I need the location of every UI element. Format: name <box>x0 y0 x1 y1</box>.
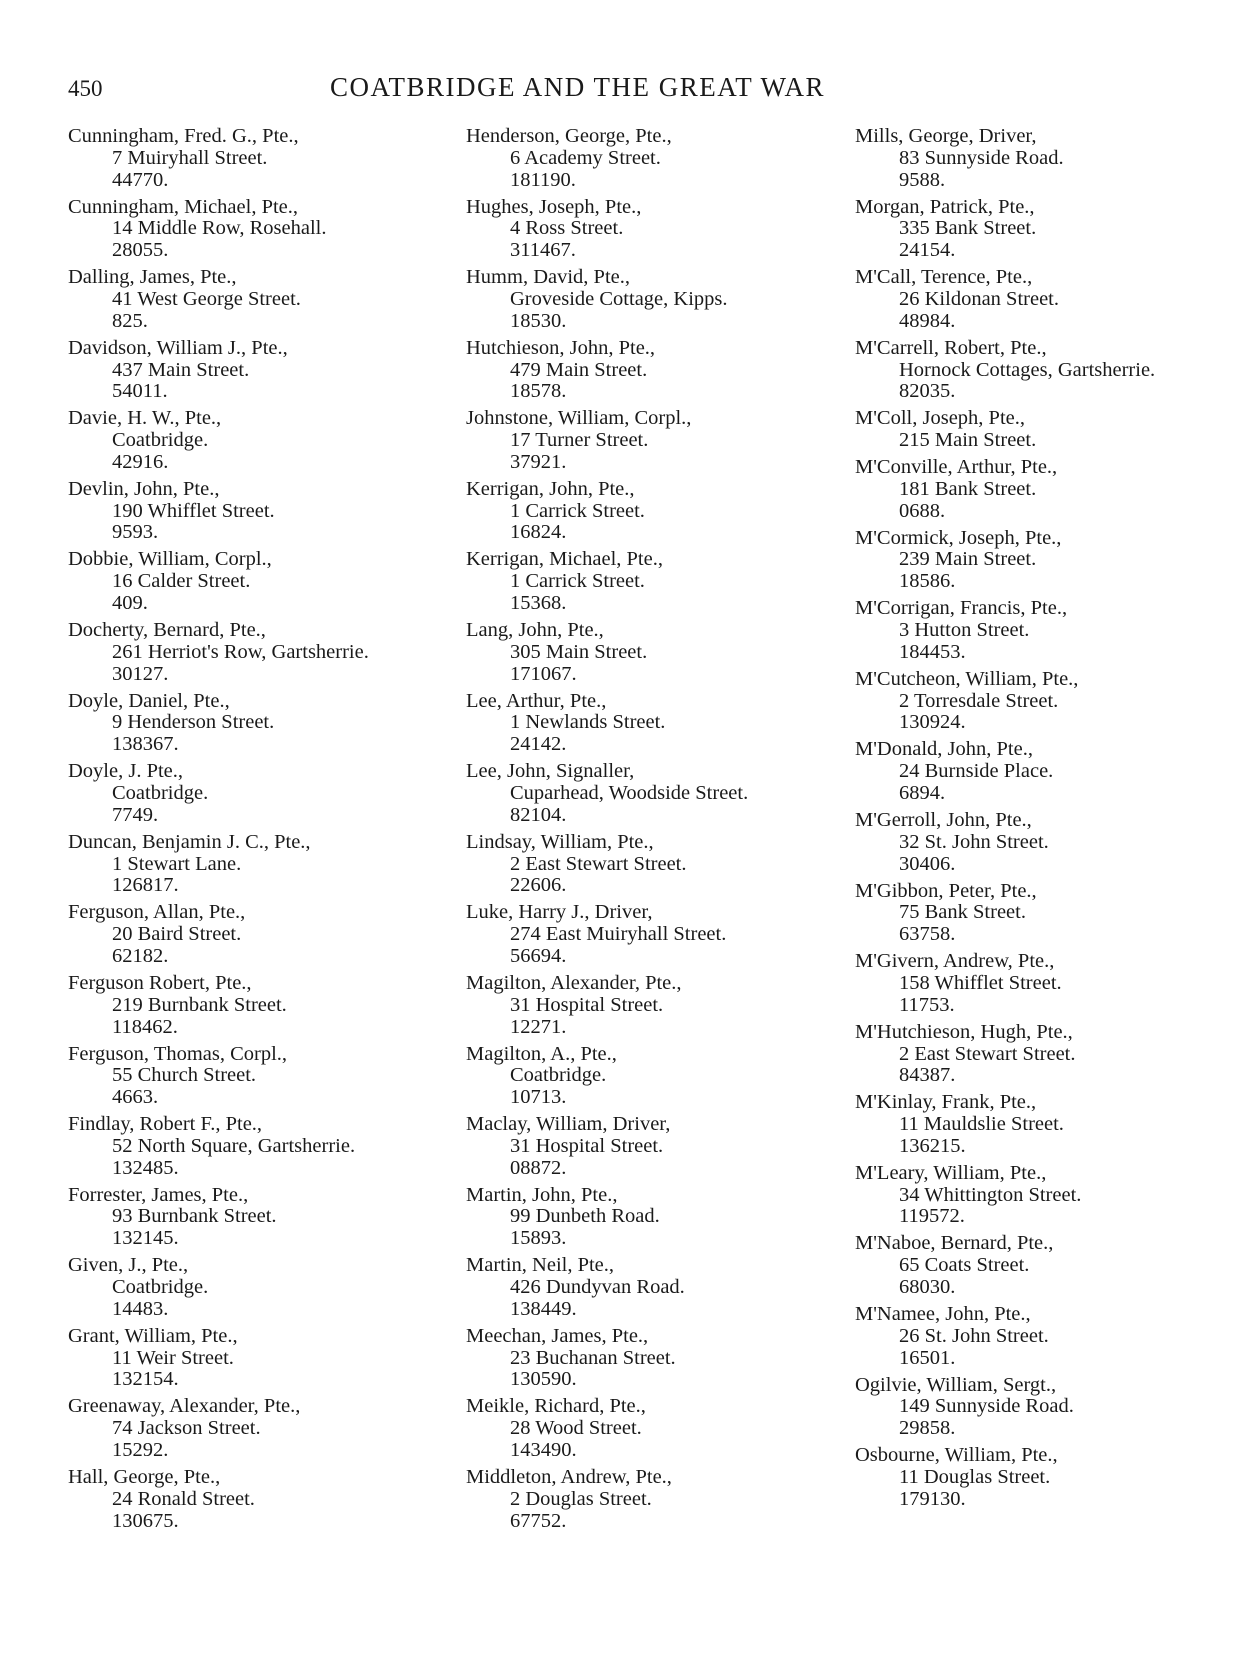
entry-address: 3 Hutton Street. <box>899 619 1030 642</box>
entry-name: Henderson, George, Pte., <box>466 125 672 147</box>
roll-column-3 <box>855 126 1240 1516</box>
roll-entry <box>68 1185 468 1250</box>
entry-number: 11753. <box>899 993 955 1016</box>
entry-number: 181190. <box>510 168 576 191</box>
entry-address: 31 Hospital Street. <box>510 993 664 1016</box>
entry-name: Hall, George, Pte., <box>68 1465 221 1488</box>
entry-name: Doyle, J. Pte., <box>68 760 184 783</box>
entry-number: 22606. <box>510 874 567 897</box>
entry-address: 2 East Stewart Street. <box>510 852 687 875</box>
entry-name: Hutchieson, John, Pte., <box>466 336 656 359</box>
entry-number: 24154. <box>899 239 956 262</box>
entry-name: Meikle, Richard, Pte., <box>466 1395 646 1418</box>
entry-address: 34 Whittington Street. <box>899 1183 1082 1206</box>
roll-entry <box>68 1114 468 1179</box>
entry-name: Ferguson, Allan, Pte., <box>68 901 246 924</box>
entry-address: Cuparhead, Woodside Street. <box>510 782 749 804</box>
entry-name: Lee, Arthur, Pte., <box>466 689 607 712</box>
roll-entry <box>466 620 866 685</box>
entry-number: 10713. <box>510 1086 567 1109</box>
entry-number: 84387. <box>899 1064 956 1087</box>
entry-number: 18586. <box>899 570 956 593</box>
roll-entry <box>466 761 866 826</box>
entry-name: Forrester, James, Pte., <box>68 1183 249 1206</box>
entry-address: 23 Buchanan Street. <box>510 1346 676 1369</box>
entry-number: 28055. <box>112 239 169 262</box>
entry-address: 16 Calder Street. <box>112 570 251 593</box>
roll-entry <box>855 338 1240 403</box>
entry-number: 30127. <box>112 662 169 685</box>
entry-number: 171067. <box>510 662 577 685</box>
entry-name: Morgan, Patrick, Pte., <box>855 195 1035 218</box>
entry-address: 2 Torresdale Street. <box>899 689 1059 712</box>
entry-number: 136215. <box>899 1134 966 1157</box>
entry-number: 118462. <box>112 1015 178 1038</box>
entry-name: Lang, John, Pte., <box>466 619 604 642</box>
entry-address: 11 Mauldslie Street. <box>899 1113 1064 1136</box>
entry-number: 62182. <box>112 944 169 967</box>
entry-address: 1 Carrick Street. <box>510 570 645 593</box>
roll-entry <box>855 197 1240 262</box>
roll-entry <box>68 1044 468 1109</box>
roll-entry <box>466 126 866 191</box>
roll-entry <box>466 973 866 1038</box>
entry-name: M'Gibbon, Peter, Pte., <box>855 879 1037 902</box>
entry-name: Middleton, Andrew, Pte., <box>466 1465 672 1488</box>
entry-address: Hornock Cottages, Gartsherrie. <box>899 358 1156 381</box>
entry-name: M'Corrigan, Francis, Pte., <box>855 597 1068 620</box>
roll-entry <box>855 598 1240 663</box>
roll-entry <box>68 761 468 826</box>
roll-entry <box>855 1163 1240 1228</box>
roll-entry <box>466 267 866 332</box>
entry-name: Hughes, Joseph, Pte., <box>466 195 642 218</box>
entry-name: Greenaway, Alexander, Pte., <box>68 1395 301 1418</box>
entry-address: 219 Burnbank Street. <box>112 993 287 1016</box>
entry-address: 24 Ronald Street. <box>112 1487 255 1510</box>
entry-address: Coatbridge. <box>112 1276 209 1299</box>
entry-number: 42916. <box>112 450 169 473</box>
entry-address: 239 Main Street. <box>899 548 1037 571</box>
roll-entry <box>68 832 468 897</box>
roll-column-2 <box>466 126 866 1538</box>
roll-entry <box>855 1375 1240 1440</box>
roll-entry <box>466 1467 866 1532</box>
entry-name: Ogilvie, William, Sergt., <box>855 1373 1057 1396</box>
roll-entry <box>466 1396 866 1461</box>
entry-address: 31 Hospital Street. <box>510 1134 664 1157</box>
roll-entry <box>855 810 1240 875</box>
roll-entry <box>855 1304 1240 1369</box>
roll-entry <box>68 408 468 473</box>
entry-name: M'Carrell, Robert, Pte., <box>855 336 1047 359</box>
entry-address: 74 Jackson Street. <box>112 1417 261 1440</box>
entry-number: 130675. <box>112 1509 179 1532</box>
entry-name: Devlin, John, Pte., <box>68 477 220 500</box>
entry-name: Martin, John, Pte., <box>466 1183 618 1206</box>
entry-name: M'Kinlay, Frank, Pte., <box>855 1091 1037 1114</box>
entry-address: 99 Dunbeth Road. <box>510 1205 660 1228</box>
roll-entry <box>68 691 468 756</box>
entry-number: 18578. <box>510 380 567 403</box>
entry-address: 190 Whifflet Street. <box>112 499 275 522</box>
roll-entry <box>855 457 1240 522</box>
page-title: COATBRIDGE AND THE GREAT WAR <box>330 72 826 102</box>
entry-address: 2 Douglas Street. <box>510 1487 652 1510</box>
entry-name: Magilton, A., Pte., <box>466 1042 617 1065</box>
entry-address: 274 East Muiryhall Street. <box>510 923 727 946</box>
entry-name: Given, J., Pte., <box>68 1254 189 1277</box>
entry-address: 52 North Square, Gartsherrie. <box>112 1134 356 1157</box>
entry-name: M'Coll, Joseph, Pte., <box>855 407 1025 430</box>
roll-entry <box>68 126 468 191</box>
entry-address: Coatbridge. <box>112 429 209 452</box>
entry-address: 7 Muiryhall Street. <box>112 146 268 169</box>
entry-address: 32 St. John Street. <box>899 830 1049 853</box>
entry-address: 181 Bank Street. <box>899 477 1037 500</box>
entry-name: Kerrigan, Michael, Pte., <box>466 548 663 571</box>
entry-name: M'Cutcheon, William, Pte., <box>855 667 1079 690</box>
entry-name: Ferguson, Thomas, Corpl., <box>68 1042 288 1065</box>
entry-number: 130924. <box>899 711 966 734</box>
entry-number: 0688. <box>899 499 946 522</box>
entry-number: 15292. <box>112 1439 169 1461</box>
roll-entry <box>466 691 866 756</box>
entry-number: 6894. <box>899 782 946 804</box>
roll-entry <box>68 1467 468 1532</box>
entry-number: 132154. <box>112 1368 179 1391</box>
entry-number: 7749. <box>112 803 159 826</box>
entry-name: Magilton, Alexander, Pte., <box>466 971 682 994</box>
roll-entry <box>466 479 866 544</box>
entry-address: 14 Middle Row, Rosehall. <box>112 217 327 240</box>
entry-address: 26 St. John Street. <box>899 1324 1049 1347</box>
entry-address: 158 Whifflet Street. <box>899 971 1062 994</box>
roll-entry <box>466 1044 866 1109</box>
roll-entry <box>855 528 1240 593</box>
roll-entry <box>466 197 866 262</box>
entry-name: Grant, William, Pte., <box>68 1324 238 1347</box>
entry-name: Meechan, James, Pte., <box>466 1324 649 1347</box>
entry-number: 138449. <box>510 1297 577 1320</box>
entry-name: M'Givern, Andrew, Pte., <box>855 950 1055 973</box>
entry-name: Mills, George, Driver, <box>855 125 1037 147</box>
entry-address: 2 East Stewart Street. <box>899 1042 1076 1065</box>
page-number: 450 <box>68 76 103 101</box>
entry-name: Lindsay, William, Pte., <box>466 830 654 853</box>
entry-number: 119572. <box>899 1205 965 1228</box>
entry-address: 11 Weir Street. <box>112 1346 234 1369</box>
entry-address: 1 Carrick Street. <box>510 499 645 522</box>
roll-entry <box>466 1114 866 1179</box>
entry-address: 261 Herriot's Row, Gartsherrie. <box>112 640 369 663</box>
roll-entry <box>855 1092 1240 1157</box>
entry-name: Findlay, Robert F., Pte., <box>68 1113 263 1136</box>
entry-name: Cunningham, Fred. G., Pte., <box>68 125 299 147</box>
entry-name: Luke, Harry J., Driver, <box>466 901 653 924</box>
entry-number: 68030. <box>899 1276 956 1299</box>
roll-entry <box>466 408 866 473</box>
roll-entry <box>855 1445 1240 1510</box>
entry-number: 82035. <box>899 380 956 403</box>
entry-address: 28 Wood Street. <box>510 1417 642 1440</box>
roll-entry <box>68 197 468 262</box>
entry-number: 409. <box>112 592 148 615</box>
roll-entry <box>68 1396 468 1461</box>
roll-entry <box>466 832 866 897</box>
entry-number: 54011. <box>112 380 168 403</box>
roll-entry <box>68 267 468 332</box>
entry-address: Coatbridge. <box>112 782 209 804</box>
entry-number: 126817. <box>112 874 179 897</box>
roll-entry <box>855 739 1240 804</box>
roll-entry <box>466 1255 866 1320</box>
entry-number: 12271. <box>510 1015 567 1038</box>
entry-name: Kerrigan, John, Pte., <box>466 477 635 500</box>
entry-number: 82104. <box>510 803 567 826</box>
roll-entry <box>855 1233 1240 1298</box>
entry-name: M'Hutchieson, Hugh, Pte., <box>855 1020 1073 1043</box>
roll-entry <box>68 1255 468 1320</box>
entry-name: Davie, H. W., Pte., <box>68 407 222 430</box>
entry-number: 9588. <box>899 168 946 191</box>
roll-column-1 <box>68 126 468 1538</box>
roll-entry <box>68 620 468 685</box>
entry-number: 14483. <box>112 1297 169 1320</box>
entry-number: 56694. <box>510 944 567 967</box>
entry-number: 67752. <box>510 1509 567 1532</box>
roll-entry <box>68 549 468 614</box>
entry-name: Johnstone, William, Corpl., <box>466 407 692 430</box>
entry-number: 37921. <box>510 450 567 473</box>
entry-address: 149 Sunnyside Road. <box>899 1395 1074 1418</box>
entry-number: 29858. <box>899 1417 956 1440</box>
entry-address: 9 Henderson Street. <box>112 711 275 734</box>
entry-address: 24 Burnside Place. <box>899 760 1054 783</box>
entry-number: 16824. <box>510 521 567 544</box>
entry-number: 132145. <box>112 1227 179 1250</box>
entry-number: 24142. <box>510 733 567 756</box>
entry-address: 479 Main Street. <box>510 358 648 381</box>
entry-name: M'Call, Terence, Pte., <box>855 266 1033 289</box>
roll-entry <box>68 973 468 1038</box>
entry-address: 437 Main Street. <box>112 358 250 381</box>
entry-address: 335 Bank Street. <box>899 217 1037 240</box>
entry-number: 179130. <box>899 1487 966 1510</box>
roll-entry <box>855 951 1240 1016</box>
entry-name: Osbourne, William, Pte., <box>855 1444 1058 1467</box>
roll-entry <box>855 881 1240 946</box>
entry-name: M'Naboe, Bernard, Pte., <box>855 1232 1054 1255</box>
entry-address: 11 Douglas Street. <box>899 1465 1051 1488</box>
entry-name: Maclay, William, Driver, <box>466 1113 671 1136</box>
entry-number: 138367. <box>112 733 179 756</box>
entry-address: 41 West George Street. <box>112 287 301 310</box>
entry-name: Docherty, Bernard, Pte., <box>68 619 266 642</box>
entry-name: Duncan, Benjamin J. C., Pte., <box>68 830 311 853</box>
entry-number: 18530. <box>510 309 567 332</box>
entry-name: M'Leary, William, Pte., <box>855 1161 1047 1184</box>
entry-address: 305 Main Street. <box>510 640 648 663</box>
entry-address: 65 Coats Street. <box>899 1254 1030 1277</box>
entry-name: Dobbie, William, Corpl., <box>68 548 272 571</box>
entry-number: 4663. <box>112 1086 159 1109</box>
roll-entry <box>855 669 1240 734</box>
entry-address: 6 Academy Street. <box>510 146 661 169</box>
entry-number: 08872. <box>510 1156 567 1179</box>
entry-number: 143490. <box>510 1439 577 1461</box>
entry-name: Cunningham, Michael, Pte., <box>68 195 299 218</box>
entry-address: Groveside Cottage, Kipps. <box>510 287 728 310</box>
roll-entry <box>68 1326 468 1391</box>
entry-name: Humm, David, Pte., <box>466 266 630 289</box>
entry-address: 93 Burnbank Street. <box>112 1205 277 1228</box>
roll-entry <box>68 338 468 403</box>
entry-number: 311467. <box>510 239 576 262</box>
entry-name: M'Cormick, Joseph, Pte., <box>855 526 1062 549</box>
roll-entry <box>855 1022 1240 1087</box>
entry-address: 1 Stewart Lane. <box>112 852 242 875</box>
entry-number: 9593. <box>112 521 159 544</box>
roll-entry <box>466 1326 866 1391</box>
roll-entry <box>855 126 1240 191</box>
roll-entry <box>68 479 468 544</box>
entry-address: 75 Bank Street. <box>899 901 1026 924</box>
roll-entry <box>855 267 1240 332</box>
entry-name: Dalling, James, Pte., <box>68 266 237 289</box>
roll-entry <box>466 1185 866 1250</box>
entry-address: 1 Newlands Street. <box>510 711 666 734</box>
entry-address: 17 Turner Street. <box>510 429 649 452</box>
entry-name: Lee, John, Signaller, <box>466 760 635 783</box>
entry-address: 26 Kildonan Street. <box>899 287 1059 310</box>
entry-name: M'Gerroll, John, Pte., <box>855 808 1032 831</box>
entry-address: Coatbridge. <box>510 1064 607 1087</box>
entry-address: 426 Dundyvan Road. <box>510 1276 685 1299</box>
entry-number: 63758. <box>899 923 956 946</box>
entry-name: M'Namee, John, Pte., <box>855 1303 1031 1326</box>
entry-name: Davidson, William J., Pte., <box>68 336 288 359</box>
entry-address: 215 Main Street. <box>899 429 1037 452</box>
entry-address: 55 Church Street. <box>112 1064 257 1087</box>
entry-name: M'Donald, John, Pte., <box>855 738 1033 761</box>
entry-name: Ferguson Robert, Pte., <box>68 971 252 994</box>
entry-number: 825. <box>112 309 148 332</box>
entry-name: Doyle, Daniel, Pte., <box>68 689 230 712</box>
entry-number: 15368. <box>510 592 567 615</box>
entry-number: 130590. <box>510 1368 577 1391</box>
entry-name: Martin, Neil, Pte., <box>466 1254 615 1277</box>
entry-name: M'Conville, Arthur, Pte., <box>855 456 1058 479</box>
entry-number: 30406. <box>899 852 956 875</box>
entry-address: 20 Baird Street. <box>112 923 242 946</box>
roll-entry <box>466 902 866 967</box>
roll-entry <box>855 408 1240 452</box>
entry-number: 44770. <box>112 168 169 191</box>
entry-number: 184453. <box>899 640 966 663</box>
entry-address: 83 Sunnyside Road. <box>899 146 1064 169</box>
entry-number: 48984. <box>899 309 956 332</box>
roll-entry <box>466 338 866 403</box>
entry-number: 15893. <box>510 1227 567 1250</box>
entry-number: 16501. <box>899 1346 956 1369</box>
entry-address: 4 Ross Street. <box>510 217 624 240</box>
roll-entry <box>68 902 468 967</box>
entry-number: 132485. <box>112 1156 179 1179</box>
roll-entry <box>466 549 866 614</box>
